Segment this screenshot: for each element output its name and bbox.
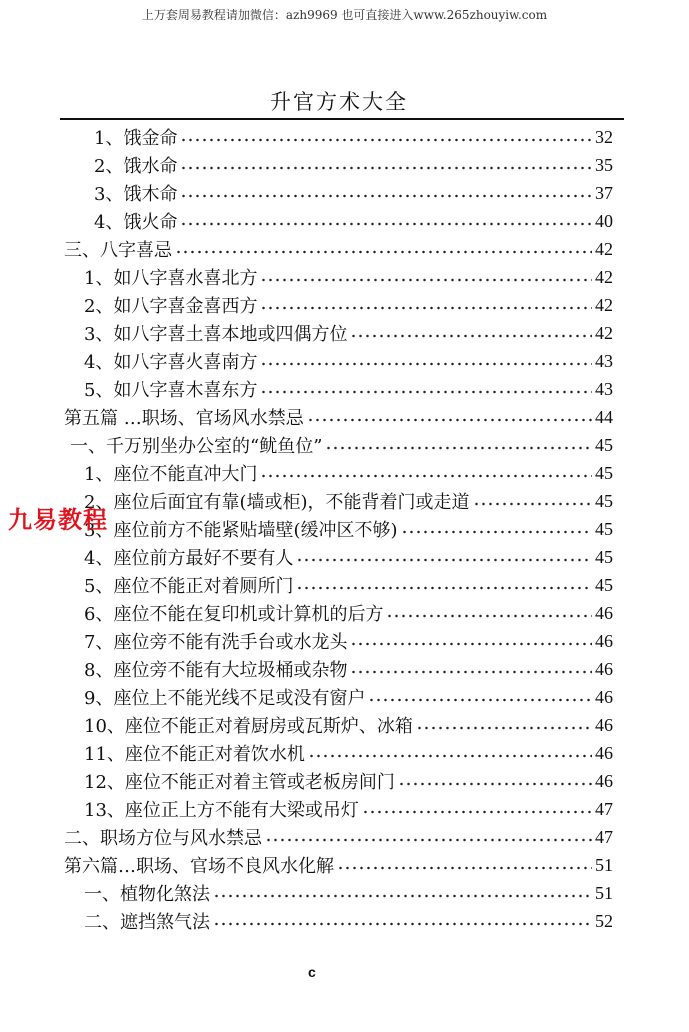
toc-entry-label: 3、饿木命 xyxy=(94,184,178,205)
toc-entry-label: 7、座位旁不能有洗手台或水龙头 xyxy=(84,632,348,653)
toc-entry xyxy=(0,403,689,431)
toc-dot-leader xyxy=(368,698,592,702)
toc-entry-page: 46 xyxy=(595,742,613,763)
toc-dot-leader xyxy=(180,138,592,142)
toc-entry xyxy=(0,431,689,459)
toc-entry xyxy=(0,627,689,655)
toc-entry-label: 10、座位不能正对着厨房或瓦斯炉、冰箱 xyxy=(84,716,413,737)
toc-entry xyxy=(0,543,689,571)
toc-dot-leader xyxy=(401,530,593,534)
toc-entry-page: 37 xyxy=(595,182,613,203)
toc-dot-leader xyxy=(350,642,592,646)
toc-entry xyxy=(0,459,689,487)
toc-entry xyxy=(0,851,689,879)
toc-entry-label: 3、如八字喜土喜本地或四偶方位 xyxy=(84,324,348,345)
toc-entry xyxy=(0,151,689,179)
toc-entry-page: 46 xyxy=(595,686,613,707)
toc-entry-label: 1、饿金命 xyxy=(94,128,178,149)
toc-entry-page: 46 xyxy=(595,714,613,735)
toc-entry-label: 11、座位不能正对着饮水机 xyxy=(84,744,305,765)
toc-entry-page: 46 xyxy=(595,630,613,651)
toc-dot-leader xyxy=(180,194,592,198)
page-title: 升官方术大全 xyxy=(270,90,408,114)
toc-entry-label: 2、如八字喜金喜西方 xyxy=(84,296,258,317)
toc-entry xyxy=(0,795,689,823)
toc-dot-leader xyxy=(386,614,592,618)
toc-dot-leader xyxy=(473,502,593,506)
toc-entry-label: 5、座位不能正对着厕所门 xyxy=(84,576,294,597)
toc-entry-page: 42 xyxy=(595,322,613,343)
toc-entry xyxy=(0,907,689,935)
toc-dot-leader xyxy=(175,250,592,254)
toc-entry xyxy=(0,347,689,375)
toc-entry xyxy=(0,739,689,767)
toc-entry-label: 2、饿水命 xyxy=(94,156,178,177)
toc-entry-page: 45 xyxy=(595,490,613,511)
toc-dot-leader xyxy=(398,782,592,786)
toc-entry-label: 1、座位不能直冲大门 xyxy=(84,464,258,485)
toc-entry xyxy=(0,683,689,711)
toc-entry-page: 43 xyxy=(595,350,613,371)
toc-entry-page: 47 xyxy=(595,826,613,847)
toc-dot-leader xyxy=(213,894,592,898)
toc-entry-label: 13、座位正上方不能有大梁或吊灯 xyxy=(84,800,359,821)
toc-entry-label: 9、座位上不能光线不足或没有窗户 xyxy=(84,688,366,709)
toc-entry xyxy=(0,235,689,263)
toc-entry-page: 42 xyxy=(595,266,613,287)
toc-entry-page: 45 xyxy=(595,434,613,455)
toc-entry-page: 32 xyxy=(595,126,613,147)
toc-entry-label: 第六篇…职场、官场不良风水化解 xyxy=(64,856,334,877)
toc-entry xyxy=(0,375,689,403)
toc-entry-page: 40 xyxy=(595,210,613,231)
toc-entry xyxy=(0,319,689,347)
toc-entry xyxy=(0,207,689,235)
toc-entry xyxy=(0,767,689,795)
toc-entry-page: 52 xyxy=(595,910,613,931)
toc-entry-page: 44 xyxy=(595,406,613,427)
toc-dot-leader xyxy=(337,866,592,870)
toc-entry-page: 45 xyxy=(595,518,613,539)
toc-dot-leader xyxy=(180,222,592,226)
toc-dot-leader xyxy=(362,810,592,814)
toc-entry-page: 43 xyxy=(595,378,613,399)
toc-entry xyxy=(0,823,689,851)
toc-entry xyxy=(0,655,689,683)
toc-entry xyxy=(0,123,689,151)
toc-entry-label: 1、如八字喜水喜北方 xyxy=(84,268,258,289)
toc-entry-page: 47 xyxy=(595,798,613,819)
top-banner: 上万套周易教程请加微信：azh9969 也可直接进入www.265zhouyiw.com xyxy=(141,8,548,22)
toc-dot-leader xyxy=(416,726,592,730)
toc-entry-page: 45 xyxy=(595,546,613,567)
toc-entry xyxy=(0,879,689,907)
toc-entry-label: 2、座位后面宜有靠(墙或柜)，不能背着门或走道 xyxy=(84,492,470,513)
toc-entry-label: 4、如八字喜火喜南方 xyxy=(84,352,258,373)
toc-entry xyxy=(0,263,689,291)
toc-dot-leader xyxy=(296,586,592,590)
toc-entry-label: 二、职场方位与风水禁忌 xyxy=(64,828,262,849)
toc-entry-page: 42 xyxy=(595,294,613,315)
toc-dot-leader xyxy=(180,166,592,170)
toc-entry-page: 46 xyxy=(595,770,613,791)
toc-entry-label: 一、植物化煞法 xyxy=(84,884,210,905)
toc-dot-leader xyxy=(325,446,592,450)
toc-entry-page: 35 xyxy=(595,154,613,175)
toc-dot-leader xyxy=(265,838,592,842)
toc-entry-label: 3、座位前方不能紧贴墙壁(缓冲区不够) xyxy=(84,520,398,541)
toc-dot-leader xyxy=(308,754,592,758)
page-footer-mark: c xyxy=(308,964,316,980)
toc-dot-leader xyxy=(260,306,592,310)
toc-entry-label: 12、座位不能正对着主管或老板房间门 xyxy=(84,772,395,793)
toc-dot-leader xyxy=(350,670,592,674)
toc-entry-label: 8、座位旁不能有大垃圾桶或杂物 xyxy=(84,660,348,681)
toc-entry-label: 二、遮挡煞气法 xyxy=(84,912,210,933)
toc-dot-leader xyxy=(260,474,592,478)
toc-dot-leader xyxy=(213,922,592,926)
title-rule xyxy=(60,118,624,120)
toc-entry-page: 45 xyxy=(595,462,613,483)
toc-entry-label: 5、如八字喜木喜东方 xyxy=(84,380,258,401)
toc-entry-page: 51 xyxy=(595,882,613,903)
toc-dot-leader xyxy=(260,362,592,366)
toc-entry-label: 4、饿火命 xyxy=(94,212,178,233)
toc-entry-label: 一、千万别坐办公室的“鱿鱼位” xyxy=(70,436,323,457)
toc-dot-leader xyxy=(307,418,592,422)
toc-entry xyxy=(0,291,689,319)
toc-dot-leader xyxy=(260,278,592,282)
toc-entry xyxy=(0,179,689,207)
toc-entry-page: 45 xyxy=(595,574,613,595)
toc-entry-label: 6、座位不能在复印机或计算机的后方 xyxy=(84,604,384,625)
toc-entry-label: 第五篇 …职场、官场风水禁忌 xyxy=(64,408,304,429)
toc-entry-page: 42 xyxy=(595,238,613,259)
toc-dot-leader xyxy=(296,558,592,562)
toc-entry xyxy=(0,571,689,599)
toc-entry-page: 46 xyxy=(595,658,613,679)
toc-dot-leader xyxy=(350,334,592,338)
toc-entry-page: 46 xyxy=(595,602,613,623)
toc-entry xyxy=(0,711,689,739)
watermark: 九易教程 xyxy=(8,506,108,534)
toc-entry xyxy=(0,599,689,627)
toc-entry-label: 三、八字喜忌 xyxy=(64,240,172,261)
toc-entry-label: 4、座位前方最好不要有人 xyxy=(84,548,294,569)
toc-entry-page: 51 xyxy=(595,854,613,875)
toc-dot-leader xyxy=(260,390,592,394)
